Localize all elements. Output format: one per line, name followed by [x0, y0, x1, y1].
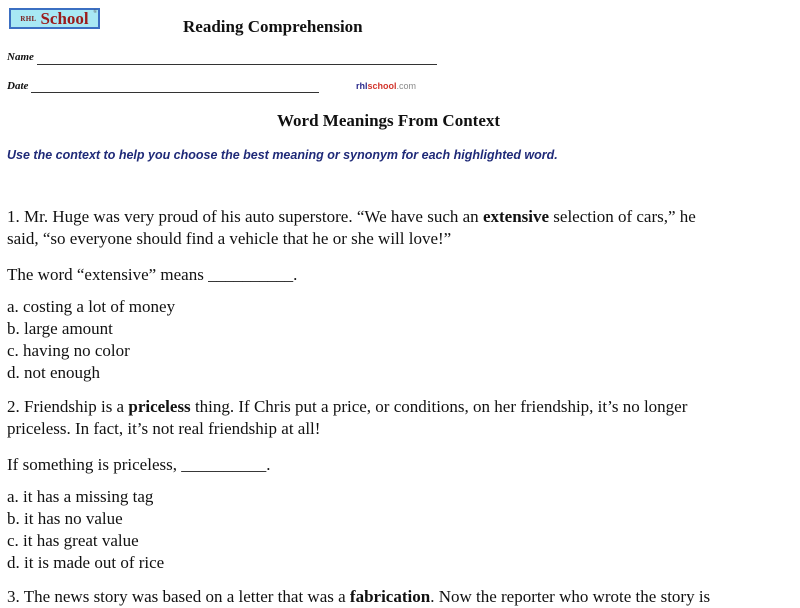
- highlighted-word: extensive: [482, 207, 550, 226]
- site-link[interactable]: [356, 81, 416, 91]
- instructions: Use the context to help you choose the best meaning or synonym for each highlighted word.: [7, 148, 558, 162]
- date-label: Date: [7, 80, 29, 92]
- highlighted-word: fabrication: [349, 587, 431, 606]
- question-3-passage: [7, 586, 797, 608]
- site-part-school: school: [367, 81, 397, 91]
- passage-text: selection of cars,” he: [549, 207, 696, 226]
- worksheet-subtitle: Word Meanings From Context: [277, 111, 501, 130]
- passage-text: Mr. Huge was very proud of his auto superstore. “We have such an: [24, 207, 483, 226]
- date-field-line[interactable]: [31, 92, 319, 93]
- question-1-passage: [7, 206, 797, 250]
- page-title: Reading Comprehension: [183, 17, 363, 36]
- site-part-rhl: rhl: [356, 81, 368, 91]
- question-2-option-b[interactable]: b. it has no value: [7, 509, 123, 528]
- question-1-option-c[interactable]: c. having no color: [7, 341, 130, 360]
- question-2-option-c[interactable]: c. it has great value: [7, 531, 139, 550]
- passage-text: thing. If Chris put a price, or conditions, on her friendship, it’s no longer: [190, 397, 688, 416]
- rhl-school-logo: [9, 8, 100, 29]
- question-2-prompt: If something is priceless, __________.: [7, 455, 271, 474]
- name-label: Name: [7, 51, 34, 63]
- question-2-passage: [7, 396, 797, 440]
- registered-mark-icon: ®: [93, 10, 97, 15]
- passage-text: Friendship is a: [24, 397, 129, 416]
- question-1-option-a[interactable]: a. costing a lot of money: [7, 297, 176, 316]
- logo-small-text: RHL: [20, 14, 37, 23]
- name-field-line[interactable]: [37, 64, 437, 65]
- question-2-option-d[interactable]: d. it is made out of rice: [7, 553, 165, 572]
- highlighted-word: priceless: [128, 397, 191, 416]
- passage-text: . Now the reporter who wrote the story is: [430, 587, 711, 606]
- question-1-option-d[interactable]: d. not enough: [7, 363, 101, 382]
- question-1-prompt: The word “extensive” means __________.: [7, 265, 298, 284]
- site-part-com: .com: [396, 81, 417, 91]
- passage-text: said, “so everyone should find a vehicle that he or she will love!”: [7, 229, 452, 248]
- question-number: 3.: [7, 587, 20, 606]
- question-2-option-a[interactable]: a. it has a missing tag: [7, 487, 154, 506]
- passage-text: priceless. In fact, it’s not real friendship at all!: [7, 419, 321, 438]
- question-1-option-b[interactable]: b. large amount: [7, 319, 113, 338]
- logo-big-text: School: [40, 9, 89, 28]
- passage-text: The news story was based on a letter that was a: [23, 587, 350, 606]
- question-number: 2.: [7, 397, 20, 416]
- question-number: 1.: [7, 207, 20, 226]
